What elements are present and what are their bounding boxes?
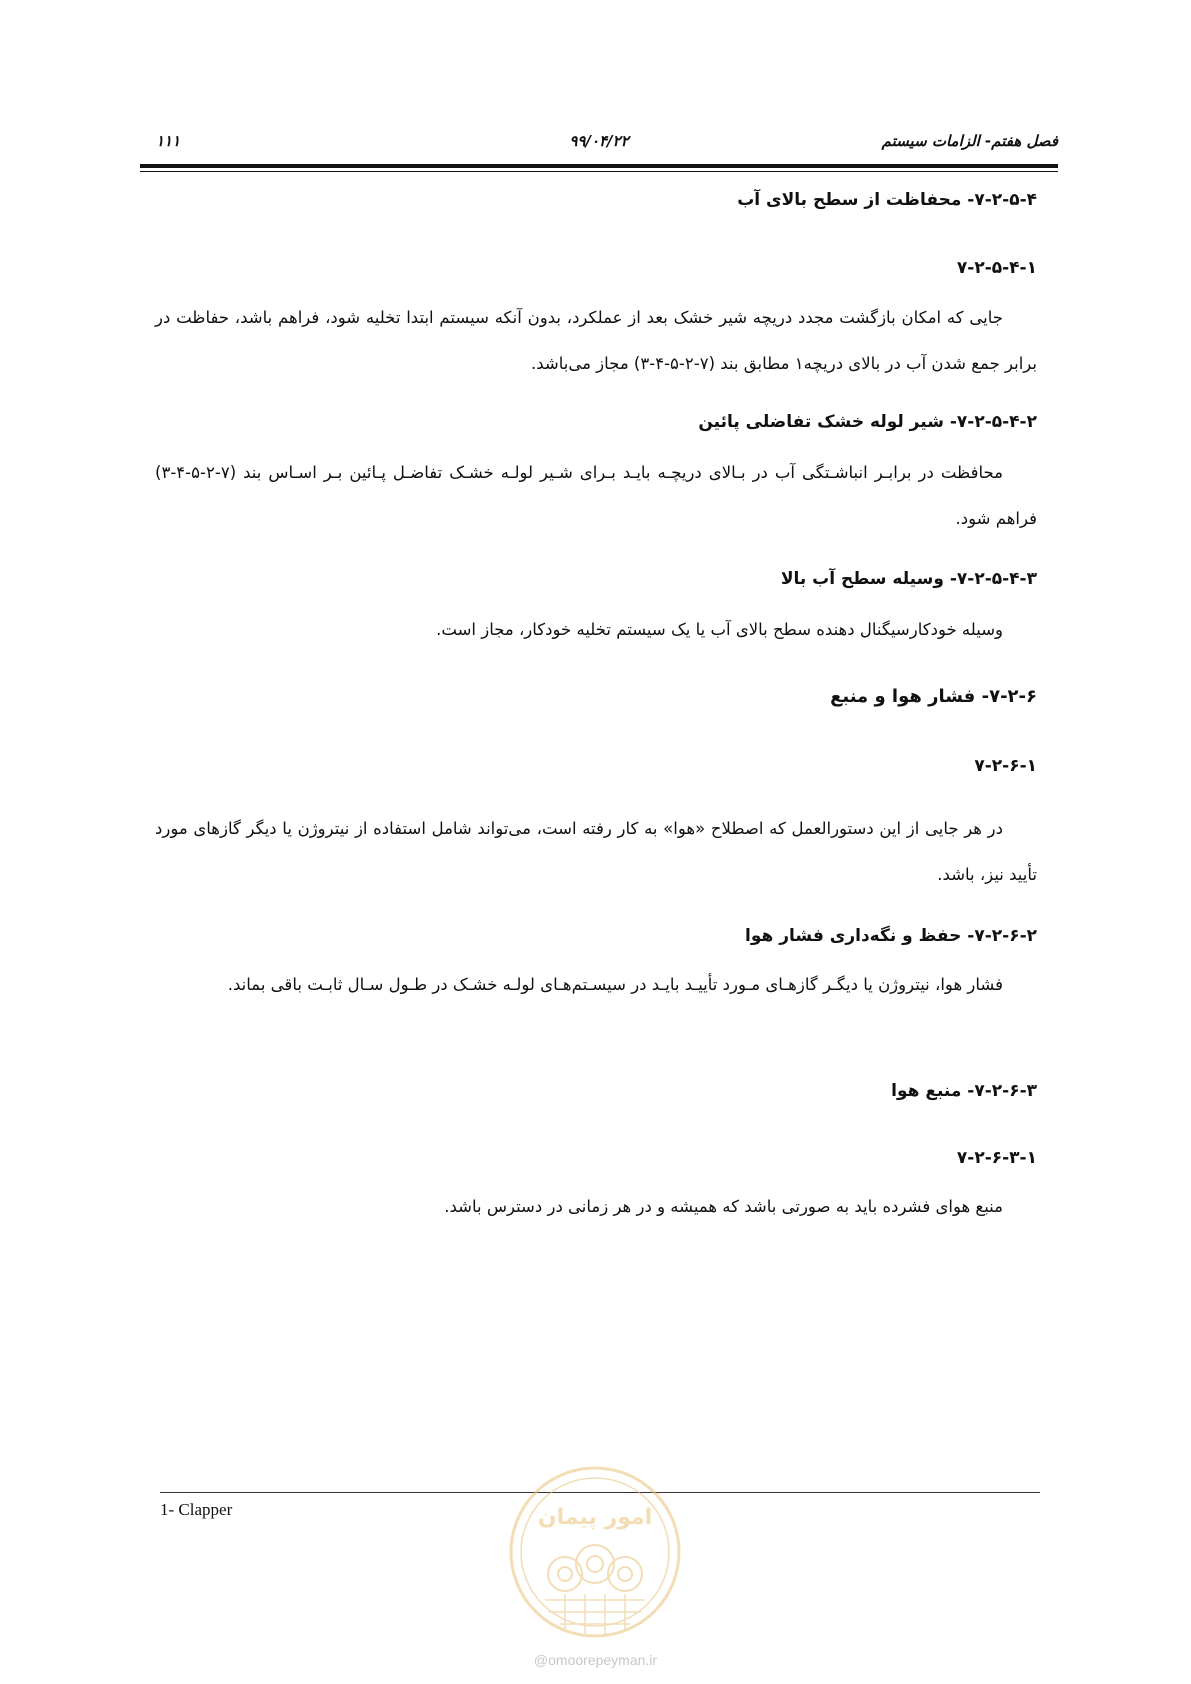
page-header [140, 132, 1058, 156]
paragraph: جایی که امکان بازگشت مجدد دریچه شیر خشک بعد از عملکرد، بدون آنکه سیستم ابتدا تخلیه شود، فراهم باشد، حفاظت در برابر جمع شدن آب در بالای دریچه۱ مطابق بند (۷-۲-۵-۴-۳) مجاز می‌باشد. [155, 308, 1037, 373]
paragraph: محافظت در برابـر انباشـتگی آب در بـالای دریچـه بایـد بـرای شـیر لولـه خشـک تفاضـل پـائین بـر اسـاس بند (۷-۲-۵-۴-۳) فراهم شود. [155, 463, 1037, 528]
section-heading-7-2-6: ۷-۲-۶- فشار هوا و منبع [830, 686, 1037, 707]
header-rule-thick [140, 164, 1058, 168]
header-rule-thin [140, 171, 1058, 172]
clause-heading-7-2-6-1: ۷-۲-۶-۱ [974, 756, 1037, 776]
section-heading-7-2-5-4-2: ۷-۲-۵-۴-۲- شیر لوله خشک تفاضلی پائین [698, 412, 1037, 432]
header-date: ۹۹/۰۴/۲۲ [569, 132, 629, 150]
watermark-url: @omoorepeyman.ir [533, 1652, 658, 1668]
section-heading-7-2-6-3: ۷-۲-۶-۳- منبع هوا [891, 1081, 1037, 1101]
chapter-title: فصل هفتم- الزامات سیستم [881, 132, 1058, 150]
section-heading-7-2-6-2: ۷-۲-۶-۲- حفظ و نگه‌داری فشار هوا [745, 926, 1037, 946]
clause-heading-7-2-6-3-1: ۷-۲-۶-۳-۱ [956, 1148, 1037, 1168]
paragraph: منبع هوای فشرده باید به صورتی باشد که همیشه و در هر زمانی در دسترس باشد. [444, 1197, 1003, 1216]
footnote: 1- Clapper [160, 1500, 233, 1519]
section-heading-7-2-5-4: ۷-۲-۵-۴- محفاظت از سطح بالای آب [737, 190, 1037, 210]
page-number: ۱۱۱ [156, 132, 181, 150]
section-heading-7-2-5-4-3: ۷-۲-۵-۴-۳- وسیله سطح آب بالا [780, 569, 1037, 589]
paragraph: فشار هوا، نیتروژن یا دیگـر گازهـای مـورد تأییـد بایـد در سیسـتم‌هـای لولـه خشـک در طـول سـال ثابـت باقی بماند. [227, 975, 1003, 994]
watermark-seal-icon [505, 1462, 685, 1642]
paragraph: در هر جایی از این دستورالعمل که اصطلاح «هوا» به کار رفته است، می‌تواند شامل استفاده از نیتروژن یا دیگر گازهای مورد تأیید نیز، باشد. [155, 819, 1037, 884]
watermark-seal-text: امور پیمان [537, 1505, 653, 1530]
paragraph: وسیله خودکارسیگنال دهنده سطح بالای آب یا یک سیستم تخلیه خودکار، مجاز است. [436, 620, 1003, 639]
clause-heading-7-2-5-4-1: ۷-۲-۵-۴-۱ [956, 258, 1037, 278]
